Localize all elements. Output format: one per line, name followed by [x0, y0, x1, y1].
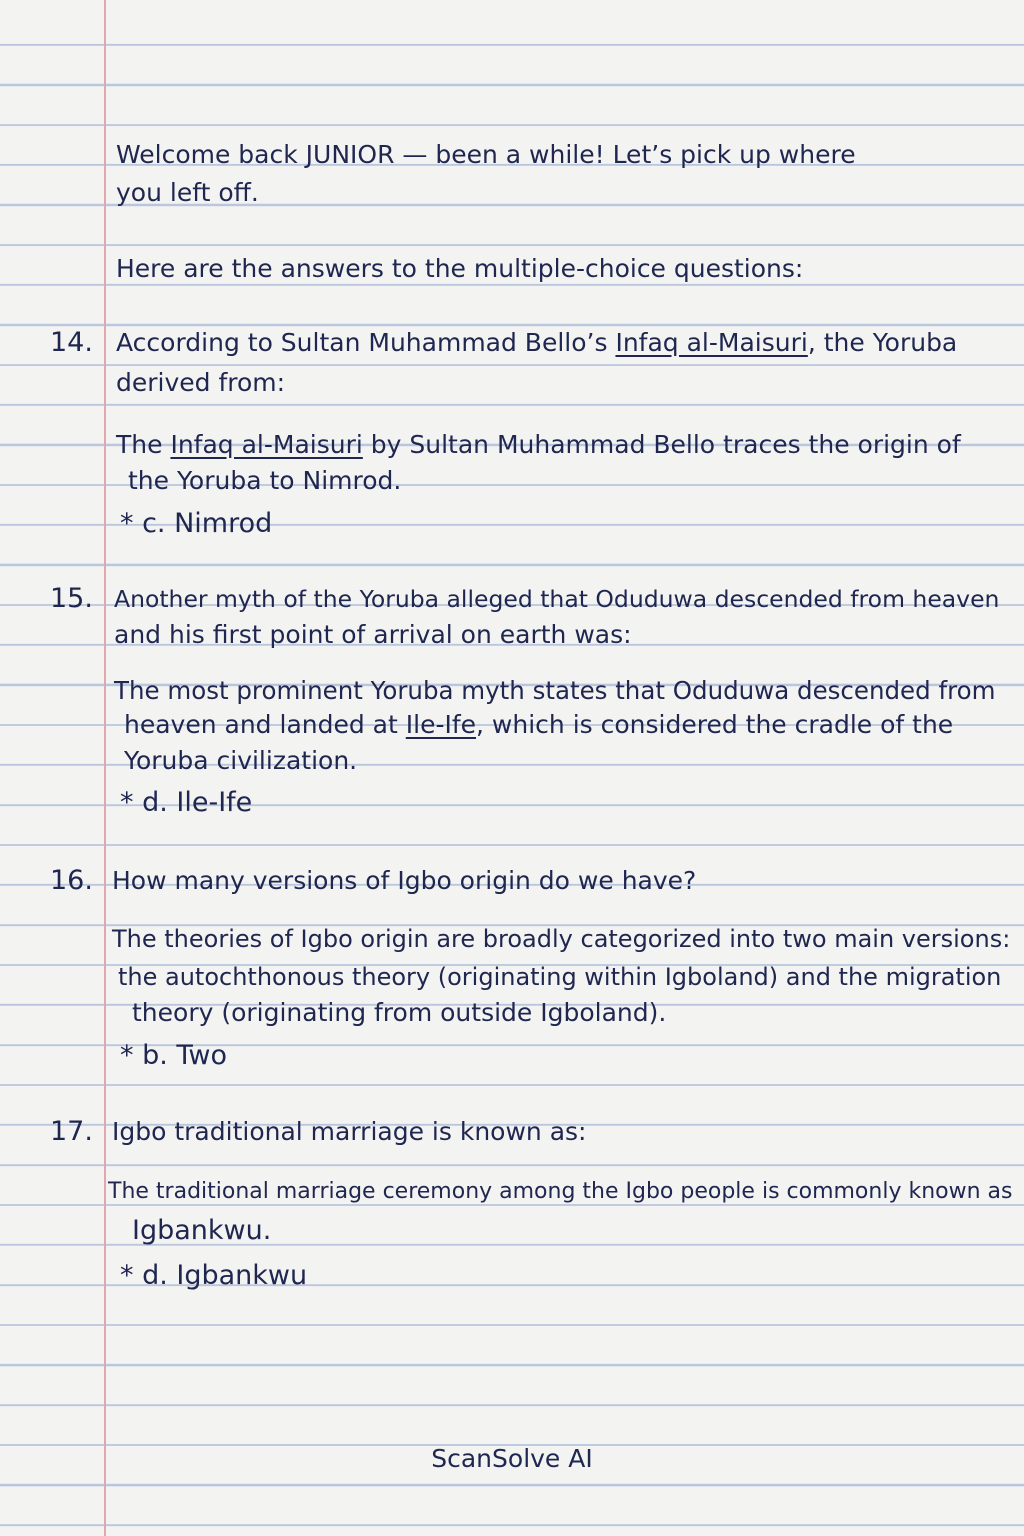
explanation-line-2: the autochthonous theory (originating within Igboland) and the migration: [118, 963, 1002, 991]
explanation-line-2: the Yoruba to Nimrod.: [128, 466, 402, 495]
explanation-segment: The: [116, 430, 171, 459]
question-number: 16.: [50, 865, 93, 896]
intro-text: Here are the answers to the multiple-choice questions:: [116, 254, 804, 283]
notebook-margin-line: [104, 0, 106, 1536]
question-number: 15.: [50, 583, 93, 614]
explanation-line-2: Igbankwu.: [132, 1215, 272, 1246]
answer-text: * c. Nimrod: [120, 508, 273, 539]
explanation-line-1: [116, 426, 961, 464]
question-text-line-1: [116, 324, 957, 362]
footer-brand: ScanSolve AI: [431, 1444, 593, 1473]
question-text-line-2: and his first point of arrival on earth was:: [114, 620, 632, 649]
explanation-line-1: The traditional marriage ceremony among the Igbo people is commonly known as: [108, 1179, 1013, 1204]
explanation-line-1: The most prominent Yoruba myth states that Oduduwa descended from: [114, 676, 996, 705]
explanation-line-3: theory (originating from outside Igboland).: [132, 998, 667, 1027]
question-number: 17.: [50, 1116, 93, 1147]
explanation-segment: heaven and landed at: [124, 710, 406, 739]
question-text-line-1: How many versions of Igbo origin do we have?: [112, 866, 697, 895]
greeting-line-1: Welcome back JUNIOR — been a while! Let’s pick up where: [116, 140, 856, 169]
question-number: 14.: [50, 327, 93, 358]
answer-text: * d. Ile-Ife: [120, 787, 253, 818]
explanation-line-1: The theories of Igbo origin are broadly categorized into two main versions:: [112, 925, 1011, 953]
question-text-segment: According to Sultan Muhammad Bello’s: [116, 328, 616, 357]
question-text-line-2: derived from:: [116, 368, 286, 397]
question-text-line-1: Another myth of the Yoruba alleged that Oduduwa descended from heaven: [114, 585, 1000, 613]
answer-text: * d. Igbankwu: [120, 1260, 308, 1291]
book-title: Infaq al-Maisuri: [615, 328, 808, 357]
place-name: Ile-Ife: [405, 710, 477, 739]
book-title: Infaq al-Maisuri: [170, 430, 363, 459]
explanation-line-2: [124, 706, 953, 744]
explanation-segment: , which is considered the cradle of the: [476, 710, 954, 739]
question-text-line-1: Igbo traditional marriage is known as:: [112, 1117, 587, 1146]
answer-text: * b. Two: [120, 1040, 228, 1071]
question-text-segment: , the Yoruba: [807, 328, 958, 357]
greeting-line-2: you left off.: [116, 178, 259, 207]
explanation-line-3: Yoruba civilization.: [124, 746, 358, 775]
explanation-segment: by Sultan Muhammad Bello traces the origin of: [362, 430, 961, 459]
